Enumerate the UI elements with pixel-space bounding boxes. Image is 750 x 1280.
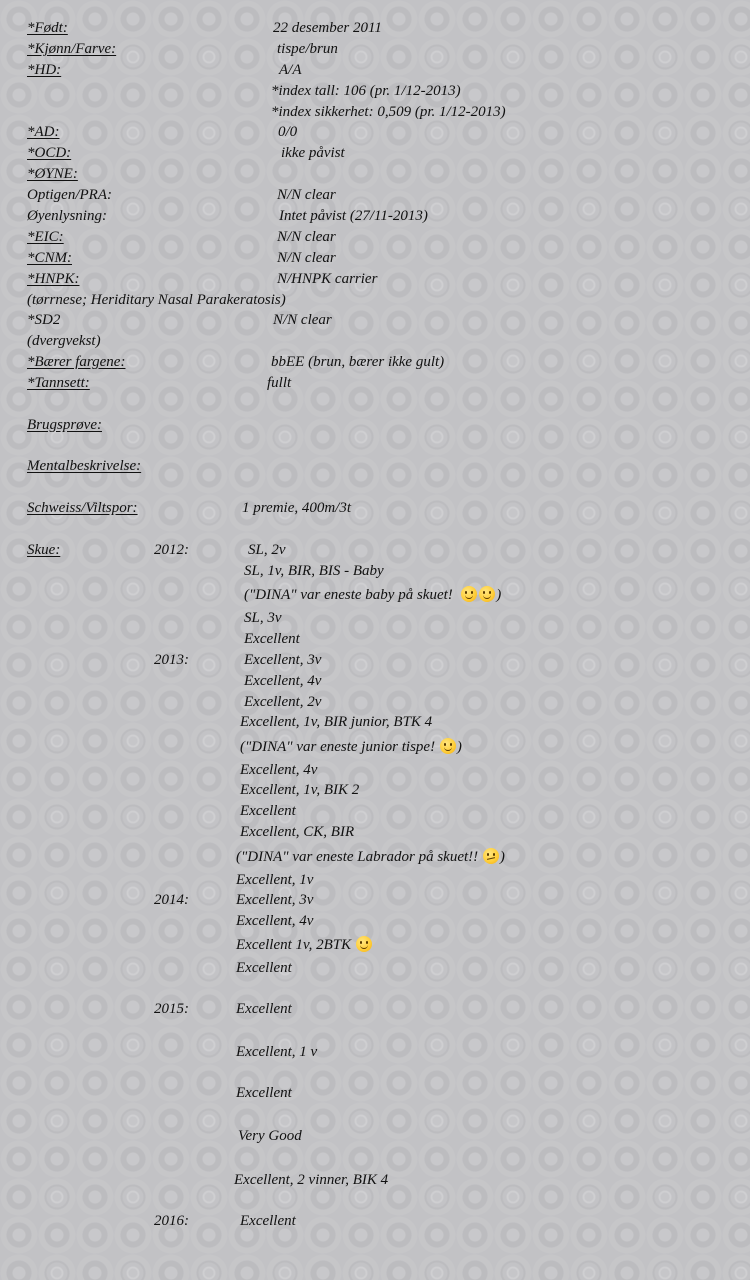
label-tannsett: *Tannsett:: [27, 375, 90, 391]
skue-result: Excellent, 2v: [244, 694, 322, 710]
label-fodt: *Født:: [27, 20, 68, 36]
label-farger: *Bærer fargene:: [27, 354, 126, 370]
row-skue: [0, 801, 750, 821]
row-skue: [0, 608, 750, 628]
value-ocd: ikke påvist: [281, 145, 345, 161]
skue-result: Excellent: [240, 803, 296, 819]
row-skue: [0, 585, 750, 605]
row-skue: [0, 629, 750, 649]
skue-comment: Excellent 1v, 2BTK: [236, 937, 352, 953]
slightly-smiling-face-icon: [356, 936, 372, 952]
value-eic: N/N clear: [277, 229, 336, 245]
year-2013: 2013:: [154, 652, 189, 668]
skue-result: Excellent, 1v: [236, 872, 314, 888]
label-oyne: *ØYNE:: [27, 166, 78, 182]
row-skue: [0, 847, 750, 867]
year-2014: 2014:: [154, 892, 189, 908]
row-hd-index-tall: [0, 81, 750, 101]
skue-comment-close: ): [496, 587, 502, 603]
row-ad: [0, 122, 750, 142]
label-hd: *HD:: [27, 62, 62, 78]
skue-result-with-emoji: [244, 585, 501, 605]
row-skue-2014-1: [0, 890, 750, 910]
row-sd2-note: [0, 331, 750, 351]
skue-result: Excellent, 1v, BIK 2: [240, 782, 360, 798]
skue-result-with-emoji: [240, 737, 462, 757]
value-fodt: 22 desember 2011: [273, 20, 382, 36]
row-skue: [0, 1042, 750, 1062]
skue-result: Excellent, 1v, BIR junior, BTK 4: [240, 714, 433, 730]
skue-comment: ("DINA" var eneste Labrador på skuet!!: [236, 849, 479, 865]
hnpk-note: (tørrnese; Heriditary Nasal Parakeratosis): [27, 292, 286, 308]
value-hd: A/A: [279, 62, 302, 78]
row-skue-2012-1: [0, 540, 750, 560]
skue-comment-close: ): [499, 849, 505, 865]
year-2012: 2012:: [154, 542, 189, 558]
row-eic: [0, 227, 750, 247]
skue-result-with-emoji: [236, 935, 373, 955]
row-hnpk-note: [0, 290, 750, 310]
confused-face-icon: [483, 848, 499, 864]
label-ocd: *OCD:: [27, 145, 72, 161]
row-brugsprove: [0, 415, 750, 435]
skue-comment-close: ): [456, 739, 462, 755]
value-farger: bbEE (brun, bærer ikke gult): [271, 354, 445, 370]
row-mental: [0, 456, 750, 476]
skue-result-with-emoji: [236, 847, 505, 867]
label-eic: *EIC:: [27, 229, 64, 245]
slightly-smiling-face-icon: [440, 738, 456, 754]
row-skue-2013-1: [0, 650, 750, 670]
skue-result: SL, 1v, BIR, BIS - Baby: [244, 563, 384, 579]
row-skue: [0, 760, 750, 780]
skue-result: Excellent, 3v: [236, 892, 314, 908]
row-skue: [0, 911, 750, 931]
label-kjonn: *Kjønn/Farve:: [27, 41, 117, 57]
row-fodt: [0, 18, 750, 38]
row-kjonn: [0, 39, 750, 59]
skue-result: SL, 3v: [244, 610, 282, 626]
row-skue: [0, 692, 750, 712]
value-ad: 0/0: [278, 124, 298, 140]
skue-result: Excellent: [244, 631, 300, 647]
row-skue: [0, 671, 750, 691]
label-mentalbeskrivelse: Mentalbeskrivelse:: [27, 458, 142, 474]
label-hnpk: *HNPK:: [27, 271, 80, 287]
row-skue: [0, 1083, 750, 1103]
value-hnpk: N/HNPK carrier: [277, 271, 378, 287]
row-farger: [0, 352, 750, 372]
value-kjonn: tispe/brun: [277, 41, 338, 57]
skue-comment: ("DINA" var eneste junior tispe!: [240, 739, 436, 755]
value-hd-index-sikkerhet: *index sikkerhet: 0,509 (pr. 1/12-2013): [271, 104, 506, 120]
row-skue: [0, 1170, 750, 1190]
label-brugsprove: Brugsprøve:: [27, 417, 102, 433]
row-skue: [0, 561, 750, 581]
label-sd2: *SD2: [27, 312, 61, 328]
value-cnm: N/N clear: [277, 250, 336, 266]
slightly-smiling-face-icon: [461, 586, 477, 602]
row-schweiss: [0, 498, 750, 518]
label-cnm: *CNM:: [27, 250, 72, 266]
value-schweiss: 1 premie, 400m/3t: [242, 500, 352, 516]
row-tannsett: [0, 373, 750, 393]
row-skue: [0, 935, 750, 955]
value-hd-index-tall: *index tall: 106 (pr. 1/12-2013): [271, 83, 461, 99]
skue-result: Excellent, 4v: [240, 762, 318, 778]
skue-result: Excellent, 3v: [244, 652, 322, 668]
skue-result: Excellent: [236, 960, 292, 976]
year-2015: 2015:: [154, 1001, 189, 1017]
skue-result: Excellent, 1 v: [236, 1044, 318, 1060]
slightly-smiling-face-icon: [479, 586, 495, 602]
row-cnm: [0, 248, 750, 268]
skue-result: Excellent, CK, BIR: [240, 824, 355, 840]
row-hd: [0, 60, 750, 80]
label-schweiss: Schweiss/Viltspor:: [27, 500, 138, 516]
skue-result: Excellent, 4v: [236, 913, 314, 929]
label-optigen: Optigen/PRA:: [27, 187, 112, 203]
row-skue: [0, 870, 750, 890]
row-sd2: [0, 310, 750, 330]
row-skue: [0, 1126, 750, 1146]
skue-result: SL, 2v: [248, 542, 286, 558]
skue-comment: ("DINA" var eneste baby på skuet!: [244, 587, 453, 603]
sd2-note: (dvergvekst): [27, 333, 101, 349]
skue-result: Very Good: [238, 1128, 302, 1144]
skue-result: Excellent, 4v: [244, 673, 322, 689]
value-tannsett: fullt: [267, 375, 292, 391]
row-skue-2016-1: [0, 1211, 750, 1231]
label-oyenlysning: Øyenlysning:: [27, 208, 107, 224]
value-optigen: N/N clear: [277, 187, 336, 203]
row-hnpk: [0, 269, 750, 289]
label-ad: *AD:: [27, 124, 60, 140]
skue-result: Excellent: [236, 1085, 292, 1101]
row-oyenlysning: [0, 206, 750, 226]
value-oyenlysning: Intet påvist (27/11-2013): [279, 208, 428, 224]
row-skue: [0, 822, 750, 842]
year-2016: 2016:: [154, 1213, 189, 1229]
row-skue: [0, 737, 750, 757]
row-optigen: [0, 185, 750, 205]
skue-result: Excellent: [236, 1001, 292, 1017]
value-sd2: N/N clear: [273, 312, 332, 328]
skue-result: Excellent: [240, 1213, 296, 1229]
row-skue-2015-1: [0, 999, 750, 1019]
row-skue: [0, 780, 750, 800]
row-skue: [0, 712, 750, 732]
row-oyne: [0, 164, 750, 184]
label-skue: Skue:: [27, 542, 61, 558]
row-hd-index-sikkerhet: [0, 102, 750, 122]
row-ocd: [0, 143, 750, 163]
skue-result: Excellent, 2 vinner, BIK 4: [234, 1172, 389, 1188]
row-skue: [0, 958, 750, 978]
